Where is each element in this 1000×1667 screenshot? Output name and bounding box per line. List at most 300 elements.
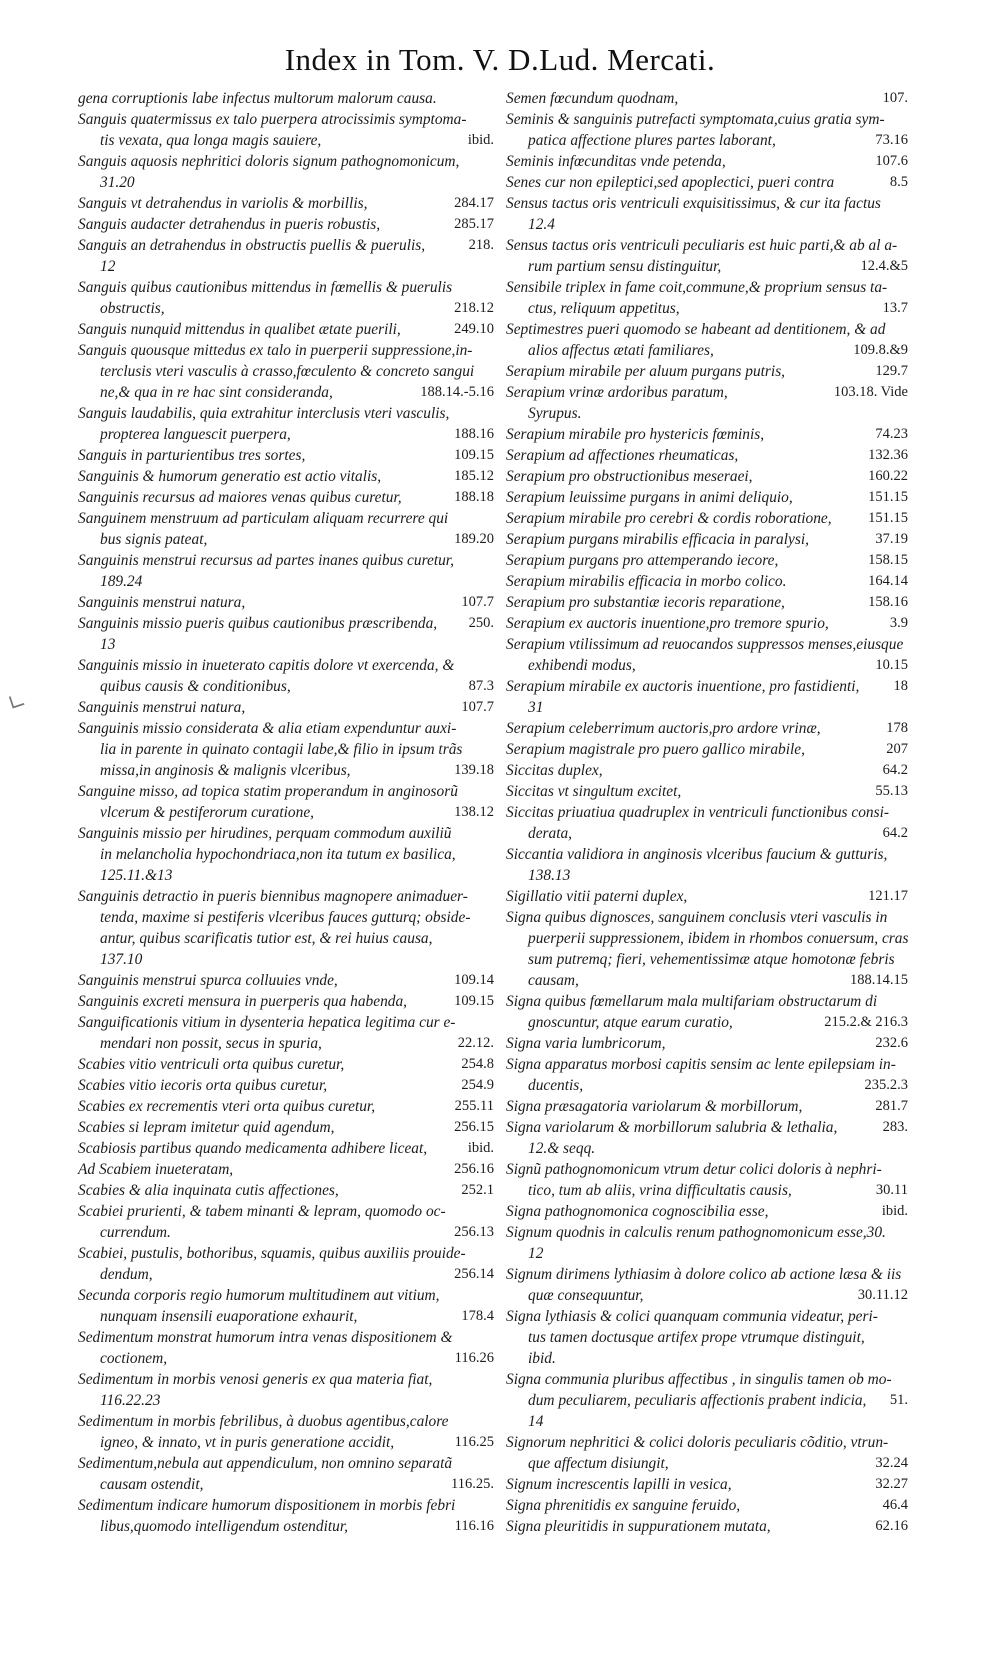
entry-text: Sanguinis & humorum generatio est actio vitalis, [78,468,382,485]
index-entry [78,1327,494,1369]
page-reference: 284.17 [454,195,494,211]
entry-text: Sigillatio vitii paterni duplex, [506,888,688,905]
entry-line-with-page [78,1159,494,1180]
page-reference: 139.18 [454,762,494,778]
page-reference: 254.9 [461,1077,494,1093]
page-reference: 249.10 [454,321,494,337]
entry-text: Seminis infœcunditas vnde petenda, [506,153,726,170]
index-entry [78,1012,494,1054]
entry-line-with-page [506,718,908,739]
entry-line: lia in parente in quinato contagii labe,& filio in ipsum trãs [100,741,463,758]
entry-line-with-page [78,676,494,697]
entry-line-with-page [78,382,494,403]
entry-line: Scabiei, pustulis, bothoribus, squamis, quibus auxiliis prouide- [78,1245,466,1262]
entry-line-with-page [506,466,908,487]
page-reference: 151.15 [868,489,908,505]
entry-text: Siccitas duplex, [506,762,603,779]
page-reference: 121.17 [868,888,908,904]
entry-line: Seminis & sanguinis putrefacti symptomata,cuius gratia sym- [506,111,885,128]
entry-text: tico, tum ab aliis, vrina difficultatis causis, [528,1182,792,1199]
page-reference: 178.4 [461,1308,494,1324]
entry-line: Secunda corporis regio humorum multitudinem aut vitium, [78,1287,440,1304]
entry-line-with-page [506,445,908,466]
index-entry [78,823,494,886]
entry-line-with-page [78,1138,494,1159]
entry-line-with-page [506,1390,908,1411]
entry-text: obstructis, [100,300,165,317]
entry-line: Septimestres pueri quomodo se habeant ad dentitionem, & ad [506,321,886,338]
entry-line: terclusis vteri vasculis à crasso,fœculento & concreto sangui [100,363,475,380]
entry-line: Sedimentum in morbis febrilibus, à duobus agentibus,calore [78,1413,449,1430]
page-reference: 18 [893,678,908,694]
entry-text: Scabies vitio ventriculi orta quibus curetur, [78,1056,345,1073]
entry-line: Sanguis quousque mittedus ex talo in puerperii suppressione,in- [78,342,473,359]
entry-line-with-page [506,256,908,277]
entry-line-with-page [506,130,908,151]
page-reference: 188.18 [454,489,494,505]
entry-text: ducentis, [528,1077,584,1094]
entry-line-with-page [506,1033,908,1054]
index-entry [506,1201,908,1222]
entry-line: tenda, maxime si pestiferis vlceribus fauces gutturq; obside- [100,909,471,926]
entry-line-with-page [506,151,908,172]
page-reference: 32.24 [875,1455,908,1471]
page-reference: 109.14 [454,972,494,988]
index-entry [506,886,908,907]
entry-line-with-page [78,697,494,718]
page-reference: 12.4.&5 [860,258,908,274]
entry-line-with-page [78,592,494,613]
entry-line-with-page [78,1348,494,1369]
entry-line-with-page [506,1474,908,1495]
page-reference: 107.7 [461,699,494,715]
entry-text: Sanguinis missio pueris quibus cautionibus præscribenda, [78,615,438,632]
index-entry [506,718,908,739]
entry-line: ibid. [528,1350,556,1367]
index-entry [78,613,494,655]
index-entry [78,508,494,550]
entry-line: Sanguinis missio considerata & alia etiam expenduntur auxi- [78,720,457,737]
entry-line-with-page [78,1516,494,1537]
entry-text: gnoscuntur, atque earum curatio, [528,1014,733,1031]
index-entry [506,1369,908,1432]
entry-line: 12.& seqq. [528,1140,596,1157]
entry-line: Sanguis quatermissus ex talo puerpera atrocissimis symptoma- [78,111,467,128]
index-entry [506,1495,908,1516]
entry-line: Sanguinis missio in inueterato capitis dolore vt exercenda, & [78,657,455,674]
page-reference: 138.12 [454,804,494,820]
page-reference: 109.15 [454,447,494,463]
index-entry [506,1264,908,1306]
entry-line: gena corruptionis labe infectus multorum malorum causa. [78,90,437,107]
entry-line: Sanguificationis vitium in dysenteria hepatica legitima cur e- [78,1014,456,1031]
index-entry [78,109,494,151]
index-entry [506,571,908,592]
entry-text: Sanguis nunquid mittendus in qualibet ætate puerili, [78,321,401,338]
page-reference: 74.23 [875,426,908,442]
index-entry [78,1096,494,1117]
entry-line-with-page [78,1474,494,1495]
index-entry [506,1516,908,1537]
page-reference: 254.8 [461,1056,494,1072]
entry-line-with-page [506,613,908,634]
page-reference: 250. [468,615,494,631]
page-reference: 207 [886,741,908,757]
page-reference: 218.12 [454,300,494,316]
entry-line: Sanguis aquosis nephritici doloris signum pathognomonicum, [78,153,460,170]
index-entry [506,907,908,991]
entry-text: missa,in anginosis & malignis vlceribus, [100,762,351,779]
index-entry [78,718,494,781]
entry-text: Signa pleuritidis in suppurationem mutata, [506,1518,771,1535]
entry-line: Sedimentum monstrat humorum intra venas dispositionem & [78,1329,453,1346]
page-reference: 13.7 [882,300,908,316]
page-reference: 151.15 [868,510,908,526]
entry-line-with-page [78,1264,494,1285]
entry-line-with-page [506,676,908,697]
index-entry [78,151,494,193]
entry-text: bus signis pateat, [100,531,208,548]
entry-text: Semen fœcundum quodnam, [506,90,679,107]
entry-text: Siccitas vt singultum excitet, [506,783,682,800]
entry-line: Sensibile triplex in fame coit,commune,& proprium sensus ta- [506,279,888,296]
index-entry [78,1243,494,1285]
entry-line: Signũ pathognomonicum vtrum detur colici doloris à nephri- [506,1161,882,1178]
entry-text: nunquam insensili euaporatione exhaurit, [100,1308,358,1325]
entry-line: 116.22.23 [100,1392,161,1409]
entry-line-with-page [506,781,908,802]
entry-text: Senes cur non epileptici,sed apoplectici, pueri contra [506,174,835,191]
page-reference: 8.5 [889,174,908,190]
index-entry [506,1474,908,1495]
entry-line: Signum dirimens lythiasim à dolore colico ab actione læsa & iis [506,1266,902,1283]
entry-line: 14 [528,1413,544,1430]
entry-line-with-page [506,1516,908,1537]
index-entry [506,1432,908,1474]
entry-line-with-page [506,1453,908,1474]
entry-text: Serapium purgans mirabilis efficacia in paralysi, [506,531,809,548]
page-title: Index in Tom. V. D.Lud. Mercati. [284,42,716,77]
entry-text: libus,quomodo intelligendum ostenditur, [100,1518,348,1535]
index-entry [506,760,908,781]
entry-line-with-page [506,739,908,760]
index-entry [78,1075,494,1096]
page-reference: 188.14.-5.16 [420,384,494,400]
index-entry [506,1222,908,1264]
index-entry [78,235,494,277]
entry-line: Signa lythiasis & colici quanquam communia videatur, peri- [506,1308,878,1325]
entry-text: Sanguis audacter detrahendus in pueris robustis, [78,216,381,233]
entry-text: Serapium purgans pro attemperando iecore, [506,552,779,569]
entry-text: Scabies si lepram imitetur quid agendum, [78,1119,335,1136]
index-entry [506,487,908,508]
index-entry [78,1159,494,1180]
index-entry [78,1117,494,1138]
index-entry [506,676,908,718]
page-reference: 283. [882,1119,908,1135]
entry-line: Signa apparatus morbosi capitis sensim ac lente epilepsiam in- [506,1056,896,1073]
entry-line-with-page [506,298,908,319]
entry-text: ne,& qua in re hac sint consideranda, [100,384,333,401]
entry-text: Serapium mirabile ex auctoris inuentione, pro fastidienti, [506,678,860,695]
index-entry [506,319,908,361]
page-reference: 116.16 [454,1518,494,1534]
index-entry [506,172,908,193]
entry-text: derata, [528,825,573,842]
entry-line-with-page [506,1075,908,1096]
index-entry [506,1096,908,1117]
entry-text: Signa phrenitidis ex sanguine feruido, [506,1497,741,1514]
page-reference: 285.17 [454,216,494,232]
page-reference: 64.2 [882,825,908,841]
entry-line-with-page [78,970,494,991]
entry-line-with-page [506,88,908,109]
index-entry [506,802,908,844]
page-reference: 256.16 [454,1161,494,1177]
page-reference: 188.14.15 [850,972,908,988]
entry-text: quibus causis & conditionibus, [100,678,291,695]
page-reference: ibid. [467,1140,494,1156]
page-reference: 116.25 [454,1434,494,1450]
entry-line-with-page [506,1096,908,1117]
entry-line-with-page [506,1201,908,1222]
index-entry [78,655,494,697]
entry-line: 137.10 [100,951,143,968]
page-reference: 232.6 [875,1035,908,1051]
entry-line: Signa communia pluribus affectibus , in singulis tamen ob mo- [506,1371,892,1388]
page-reference: 73.16 [875,132,908,148]
page-reference: 87.3 [468,678,494,694]
entry-line: Serapium vtilissimum ad reuocandos suppressos menses,eiusque [506,636,904,653]
entry-line: Signum quodnis in calculis renum pathognomonicum esse,30. [506,1224,886,1241]
page-reference: 3.9 [889,615,908,631]
index-entry [506,1306,908,1369]
entry-line-with-page [506,529,908,550]
index-entry [506,193,908,235]
index-entry [78,88,494,109]
entry-line-with-page [506,592,908,613]
entry-text: Serapium mirabile per aluum purgans putris, [506,363,786,380]
entry-line-with-page [78,1306,494,1327]
index-entry [506,466,908,487]
page-reference: 116.26 [454,1350,494,1366]
page-reference: 129.7 [875,363,908,379]
entry-line-with-page [506,1117,908,1138]
entry-line: Sanguinem menstruum ad particulam aliquam recurrere qui [78,510,449,527]
index-entry [506,592,908,613]
page-reference: 46.4 [882,1497,908,1513]
entry-line-with-page [78,466,494,487]
entry-text: vlcerum & pestiferorum curatione, [100,804,315,821]
entry-line: Sedimentum,nebula aut appendiculum, non omnino separatã [78,1455,453,1472]
page-reference: 22.12. [457,1035,494,1051]
entry-line: Sanguinis menstrui recursus ad partes inanes quibus curetur, [78,552,454,569]
index-entry [506,382,908,424]
index-entry [78,1411,494,1453]
index-entry [506,781,908,802]
entry-line: Signorum nephritici & colici doloris peculiaris cõditio, vtrun- [506,1434,889,1451]
index-entry [506,1054,908,1096]
entry-text: Serapium ex auctoris inuentione,pro tremore spurio, [506,615,829,632]
entry-line-with-page [78,991,494,1012]
entry-text: Sanguis in parturientibus tres sortes, [78,447,306,464]
entry-line-with-page [506,571,908,592]
index-entry [506,235,908,277]
index-entry [78,319,494,340]
entry-line: Sanguinis detractio in pueris biennibus magnopere animaduer- [78,888,468,905]
entry-text: coctionem, [100,1350,168,1367]
entry-text: currendum. [100,1224,171,1241]
entry-text: Serapium mirabile pro hystericis fœminis, [506,426,765,443]
entry-line-with-page [506,655,908,676]
entry-text: Serapium vrinæ ardoribus paratum, [506,384,728,401]
entry-line: Signa quibus dignosces, sanguinem conclusis vteri vasculis in [506,909,888,926]
index-entry [506,613,908,634]
page-reference: 107.7 [461,594,494,610]
entry-text: tis vexata, qua longa magis sauiere, [100,132,322,149]
entry-text: Serapium mirabile pro cerebri & cordis roboratione, [506,510,832,527]
page-reference: 103.18. Vide [833,384,908,400]
page-reference: 178 [886,720,908,736]
entry-line: Siccitas priuatiua quadruplex in ventriculi functionibus consi- [506,804,890,821]
page-reference: 281.7 [875,1098,908,1114]
entry-line: 13 [100,636,116,653]
index-entry [78,445,494,466]
entry-line-with-page [78,235,494,256]
entry-line: Sanguine misso, ad topica statim properandum in anginosorũ [78,783,458,800]
index-entry [78,340,494,403]
index-entry [506,445,908,466]
entry-line: Sanguis quibus cautionibus mittendus in fœmellis & puerulis [78,279,453,296]
entry-line-with-page [78,1222,494,1243]
page-reference: ibid. [467,132,494,148]
entry-line-with-page [506,1180,908,1201]
page-reference: 218. [468,237,494,253]
entry-line: 12 [528,1245,544,1262]
entry-line-with-page [78,1117,494,1138]
entry-line: Syrupus. [528,405,582,422]
page-reference: 30.11 [875,1182,908,1198]
page-reference: 158.16 [868,594,908,610]
entry-text: que affectum disiungit, [528,1455,669,1472]
entry-line-with-page [78,1033,494,1054]
entry-text: Signa variolarum & morbillorum salubria & lethalia, [506,1119,838,1136]
entry-line: tus tamen doctusque artifex prope vtrumque distinguit, [528,1329,865,1346]
index-entry [78,1138,494,1159]
page-reference: 51. [889,1392,908,1408]
entry-text: igneo, & innato, vt in puris generatione accidit, [100,1434,395,1451]
entry-line-with-page [78,760,494,781]
page-reference: 62.16 [875,1518,908,1534]
page-reference: 256.15 [454,1119,494,1135]
entry-text: Serapium leuissime purgans in animi deliquio, [506,489,793,506]
page-reference: 10.15 [875,657,908,673]
entry-line-with-page [78,214,494,235]
index-entry [78,592,494,613]
entry-line-with-page [506,886,908,907]
entry-text: Signum increscentis lapilli in vesica, [506,1476,732,1493]
entry-text: Serapium mirabilis efficacia in morbo colico. [506,573,787,590]
entry-text: Serapium ad affectiones rheumaticas, [506,447,739,464]
entry-text: Sanguis an detrahendus in obstructis puellis & puerulis, [78,237,426,254]
entry-text: Sanguis vt detrahendus in variolis & morbillis, [78,195,368,212]
entry-line-with-page [78,1432,494,1453]
entry-line-with-page [78,1054,494,1075]
index-entry [78,550,494,592]
index-entry [78,277,494,319]
page-reference: 256.13 [454,1224,494,1240]
index-entry [506,151,908,172]
entry-line-with-page [78,445,494,466]
page-reference: ibid. [881,1203,908,1219]
index-entry [78,1495,494,1537]
entry-line-with-page [78,193,494,214]
page-reference: 64.2 [882,762,908,778]
page-reference: 235.2.3 [864,1077,908,1093]
entry-line-with-page [506,1012,908,1033]
entry-text: exhibendi modus, [528,657,636,674]
index-entry [506,634,908,676]
entry-line-with-page [506,340,908,361]
entry-text: patica affectione plures partes laborant, [528,132,776,149]
entry-line: 138.13 [528,867,571,884]
entry-text: Signa præsagatoria variolarum & morbillorum, [506,1098,803,1115]
index-entry [78,697,494,718]
entry-text: causam ostendit, [100,1476,204,1493]
margin-mark: ∟ [4,687,30,718]
entry-line: 125.11.&13 [100,867,173,884]
index-entry [506,1117,908,1159]
entry-line: antur, quibus scarificatis tutior est, & rei huius causa, [100,930,433,947]
page-reference: 164.14 [868,573,908,589]
entry-text: propterea languescit puerpera, [100,426,291,443]
index-entry [506,508,908,529]
index-entry [78,1201,494,1243]
page-reference: 109.15 [454,993,494,1009]
page-reference: 116.25. [451,1476,494,1492]
page-reference: 256.14 [454,1266,494,1282]
index-entry [78,781,494,823]
entry-line: puerperii suppressionem, ibidem in rhombos conuersum, cras [528,930,909,947]
entry-line-with-page [78,424,494,445]
index-column-right [506,88,908,1537]
entry-line-with-page [78,802,494,823]
index-entry [78,1054,494,1075]
entry-line: Sanguinis missio per hirudines, perquam commodum auxiliũ [78,825,452,842]
entry-line: Sedimentum in morbis venosi generis ex qua materia fiat, [78,1371,433,1388]
page-reference: 189.20 [454,531,494,547]
entry-line-with-page [506,361,908,382]
index-entry [78,193,494,214]
entry-line: 31 [528,699,544,716]
page-reference: 107.6 [875,153,908,169]
entry-text: mendari non possit, secus in spuria, [100,1035,322,1052]
entry-line-with-page [78,319,494,340]
index-entry [506,550,908,571]
page-reference: 255.11 [454,1098,494,1114]
entry-line-with-page [78,1096,494,1117]
index-entry [78,403,494,445]
page-reference: 158.15 [868,552,908,568]
page-reference: 109.8.&9 [853,342,908,358]
entry-line-with-page [78,1075,494,1096]
page-reference: 107. [882,90,908,106]
entry-line-with-page [78,529,494,550]
index-entry [78,487,494,508]
entry-text: Serapium magistrale pro puero gallico mirabile, [506,741,805,758]
entry-line-with-page [78,1180,494,1201]
entry-text: Scabiosis partibus quando medicamenta adhibere liceat, [78,1140,428,1157]
